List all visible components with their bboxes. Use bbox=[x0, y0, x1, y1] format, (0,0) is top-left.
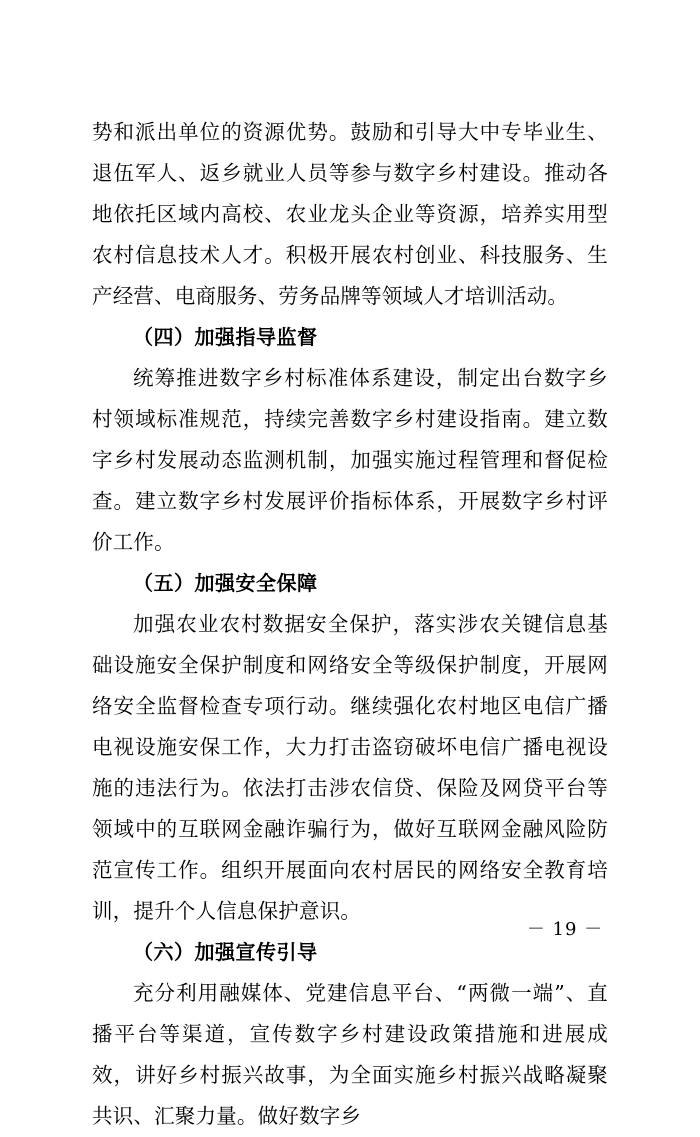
page-number-value: － 19 － bbox=[526, 919, 604, 940]
paragraph-resource-advantage: 势和派出单位的资源优势。鼓励和引导大中专毕业生、退伍军人、返乡就业人员等参与数字乡村建设。推动各地依托区域内高校、农业龙头企业等资源，培养实用型农村信息技术人才。积极开展农村创业、科技服务、生产经营、电商服务、劳务品牌等领域人才培训活动。 bbox=[92, 120, 608, 308]
heading-section-six: （六）加强宣传引导 bbox=[133, 940, 318, 964]
paragraph-security: 加强农业农村数据安全保护，落实涉农关键信息基础设施安全保护制度和网络安全等级保护制度，开展网络安全监督检查专项行动。继续强化农村地区电信广播电视设施安保工作，大力打击盗窃破坏电信广播电视设施的违法行为。依法打击涉农信贷、保险及网贷平台等领域中的互联网金融诈骗行为，做好互联网金融风险防范宣传工作。组织开展面向农村居民的网络安全教育培训，提升个人信息保护意识。 bbox=[92, 612, 608, 923]
document-body bbox=[92, 112, 608, 1137]
heading-section-four: （四）加强指导监督 bbox=[133, 325, 318, 349]
page-number bbox=[0, 915, 700, 941]
paragraph-publicity: 充分利用融媒体、党建信息平台、“两微一端”、直播平台等渠道，宣传数字乡村建设政策措施和进展成效，讲好乡村振兴故事，为全面实施乡村振兴战略凝聚共识、汇聚力量。做好数字乡 bbox=[92, 981, 608, 1128]
paragraph-supervision: 统筹推进数字乡村标准体系建设，制定出台数字乡村领域标准规范，持续完善数字乡村建设指南。建立数字乡村发展动态监测机制，加强实施过程管理和督促检查。建立数字乡村发展评价指标体系，开展数字乡村评价工作。 bbox=[92, 366, 608, 554]
heading-section-five: （五）加强安全保障 bbox=[133, 571, 318, 595]
